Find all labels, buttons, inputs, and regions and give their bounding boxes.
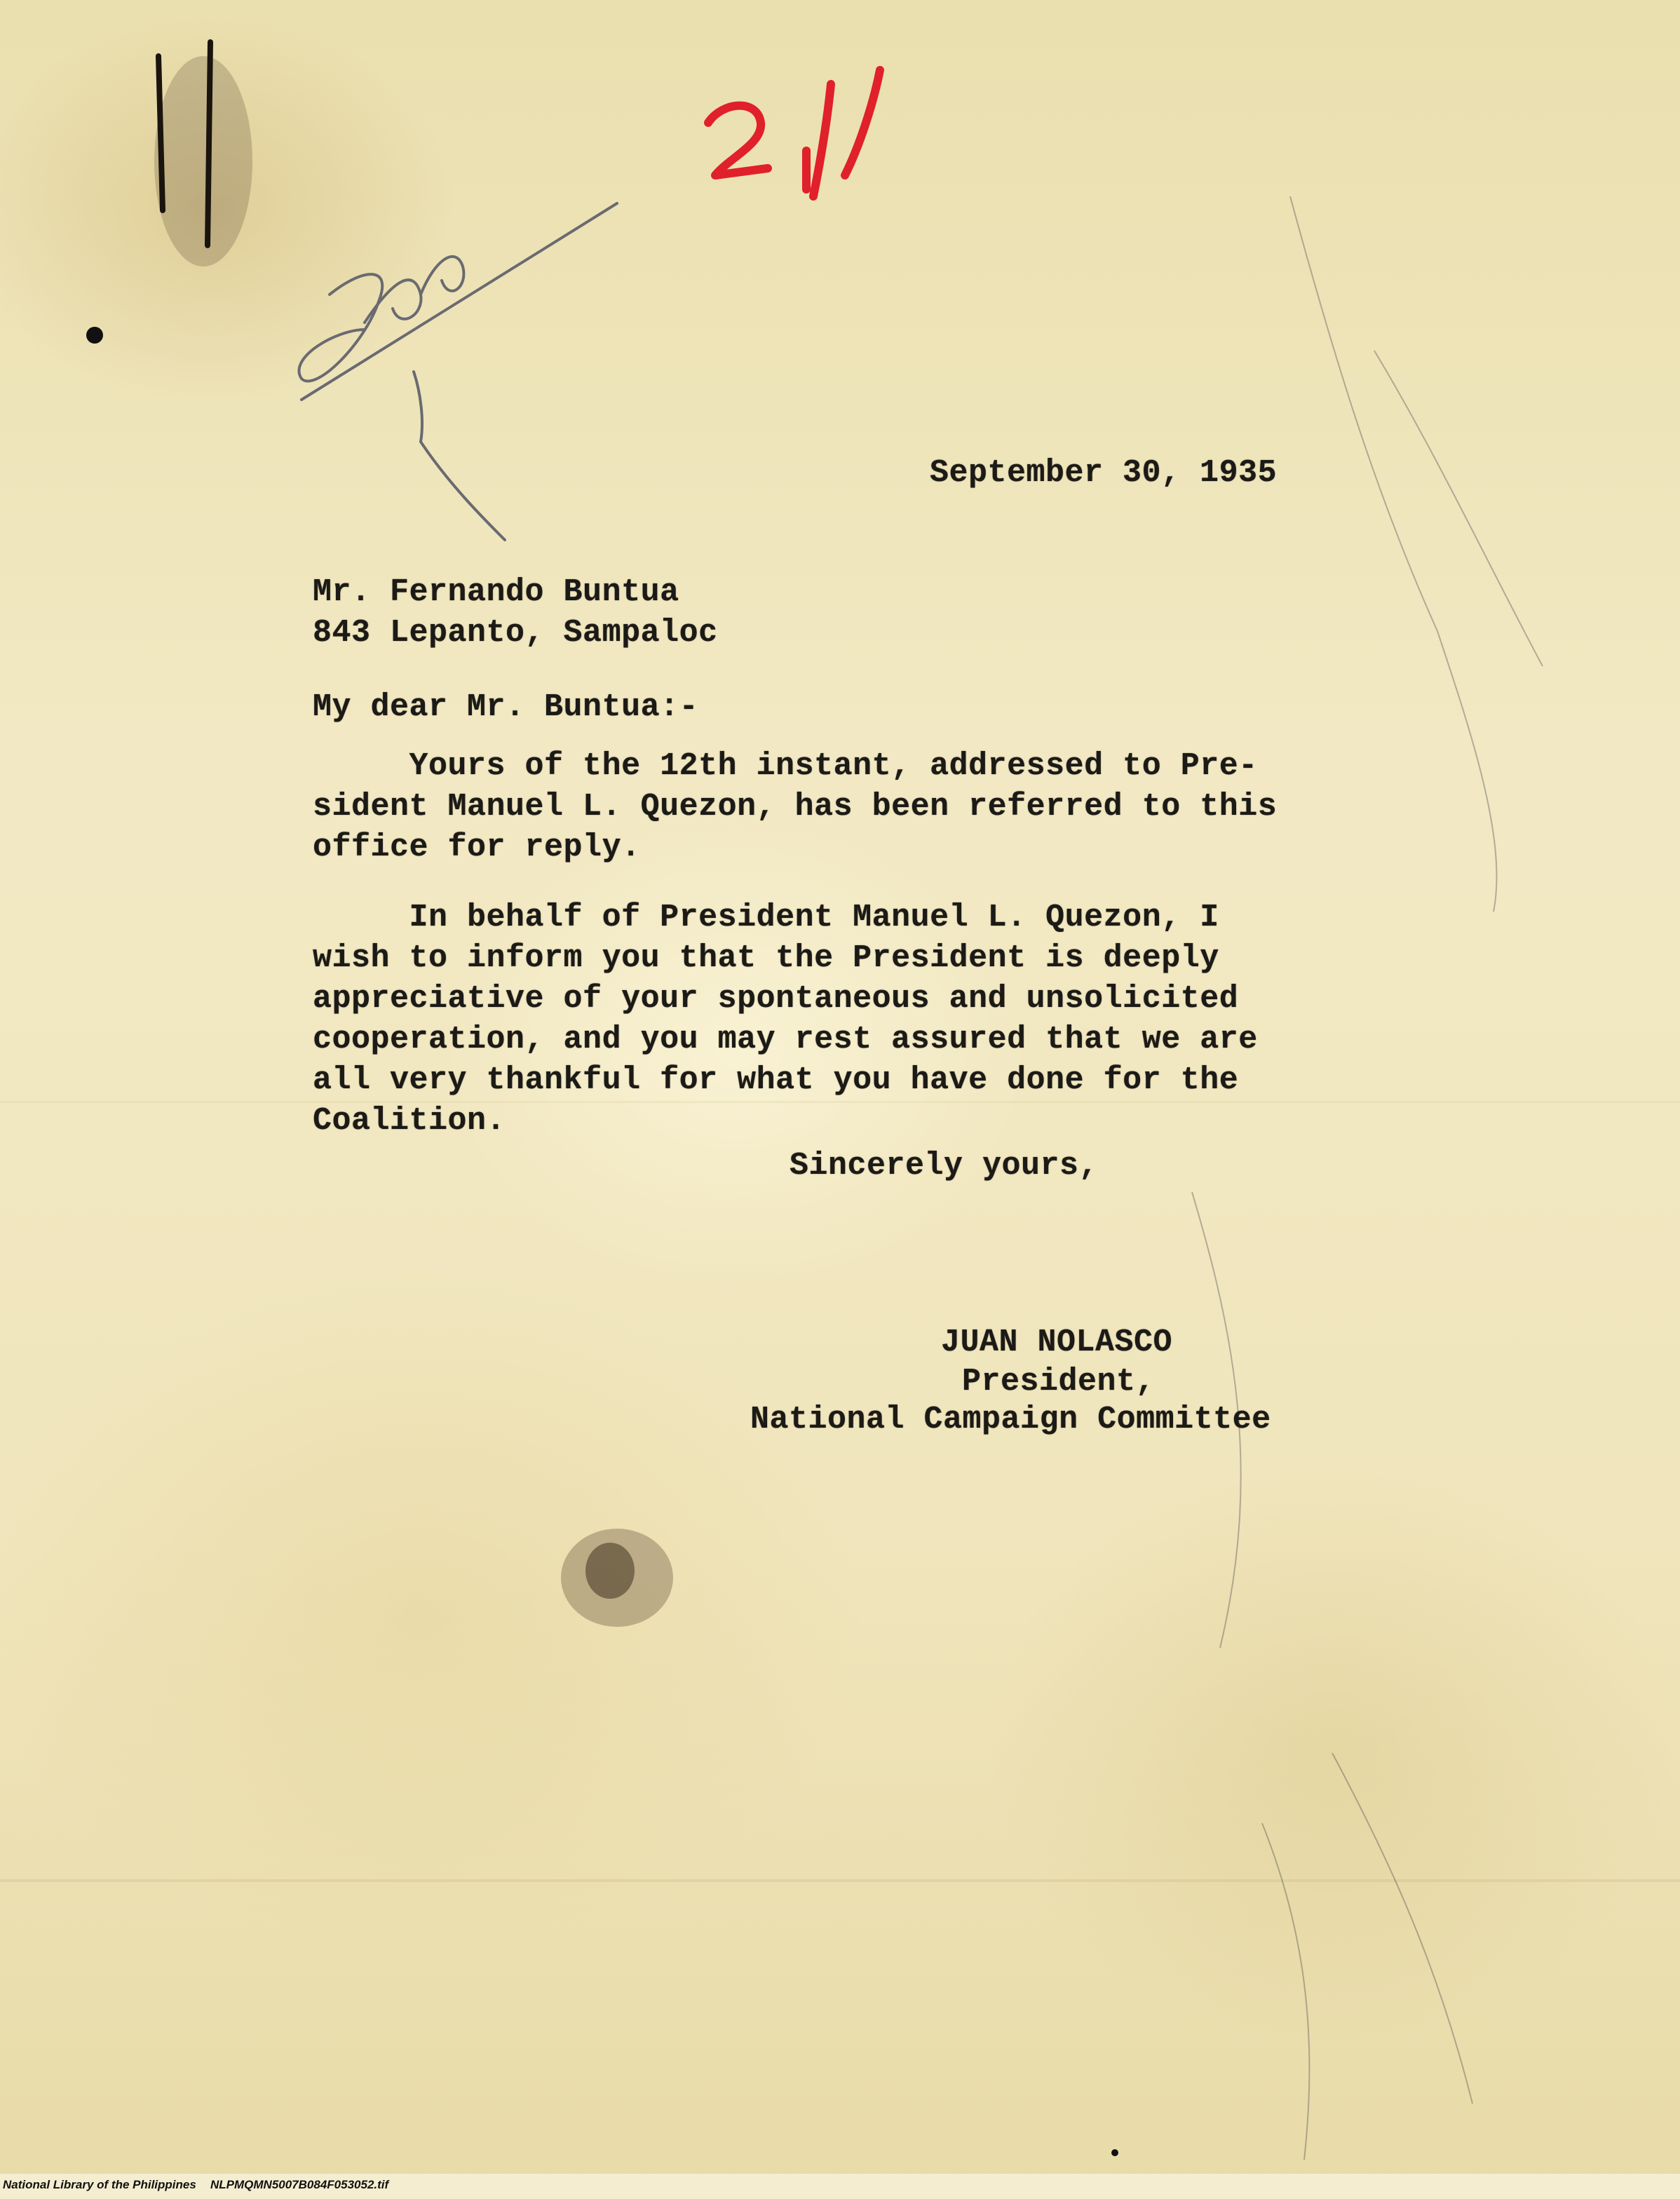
signatory-title: President,	[962, 1364, 1156, 1400]
ink-stroke	[208, 42, 210, 245]
body-paragraph-2: In behalf of President Manuel L. Quezon, I wish to inform you that the President is deeply appreciative of your spontaneous and unsolicited cooperation, and you may rest assured that we are all very thankful for what you have done for the Coalition.	[313, 900, 1258, 1139]
body-paragraph-1: Yours of the 12th instant, addressed to Pre- sident Manuel L. Quezon, has been referred to this office for reply.	[313, 748, 1278, 865]
pencil-initials-annotation	[299, 203, 617, 540]
recipient-address: 843 Lepanto, Sampaloc	[313, 615, 718, 651]
ink-stain	[585, 1543, 635, 1599]
ink-dot	[86, 327, 103, 344]
letter-date: September 30, 1935	[930, 455, 1278, 491]
ink-dot	[1111, 2149, 1118, 2156]
recipient-name: Mr. Fernando Buntua	[313, 574, 679, 610]
red-ink-number-annotation	[708, 70, 880, 196]
closing: Sincerely yours,	[790, 1148, 1099, 1184]
signatory-organization: National Campaign Committee	[750, 1402, 1271, 1437]
archive-filename: NLPMQMN5007B084F053052.tif	[210, 2178, 389, 2191]
signatory-name: JUAN NOLASCO	[941, 1325, 1173, 1360]
ink-stain	[154, 56, 252, 266]
archive-library-label: National Library of the Philippines	[3, 2178, 196, 2191]
salutation: My dear Mr. Buntua:-	[313, 689, 699, 725]
